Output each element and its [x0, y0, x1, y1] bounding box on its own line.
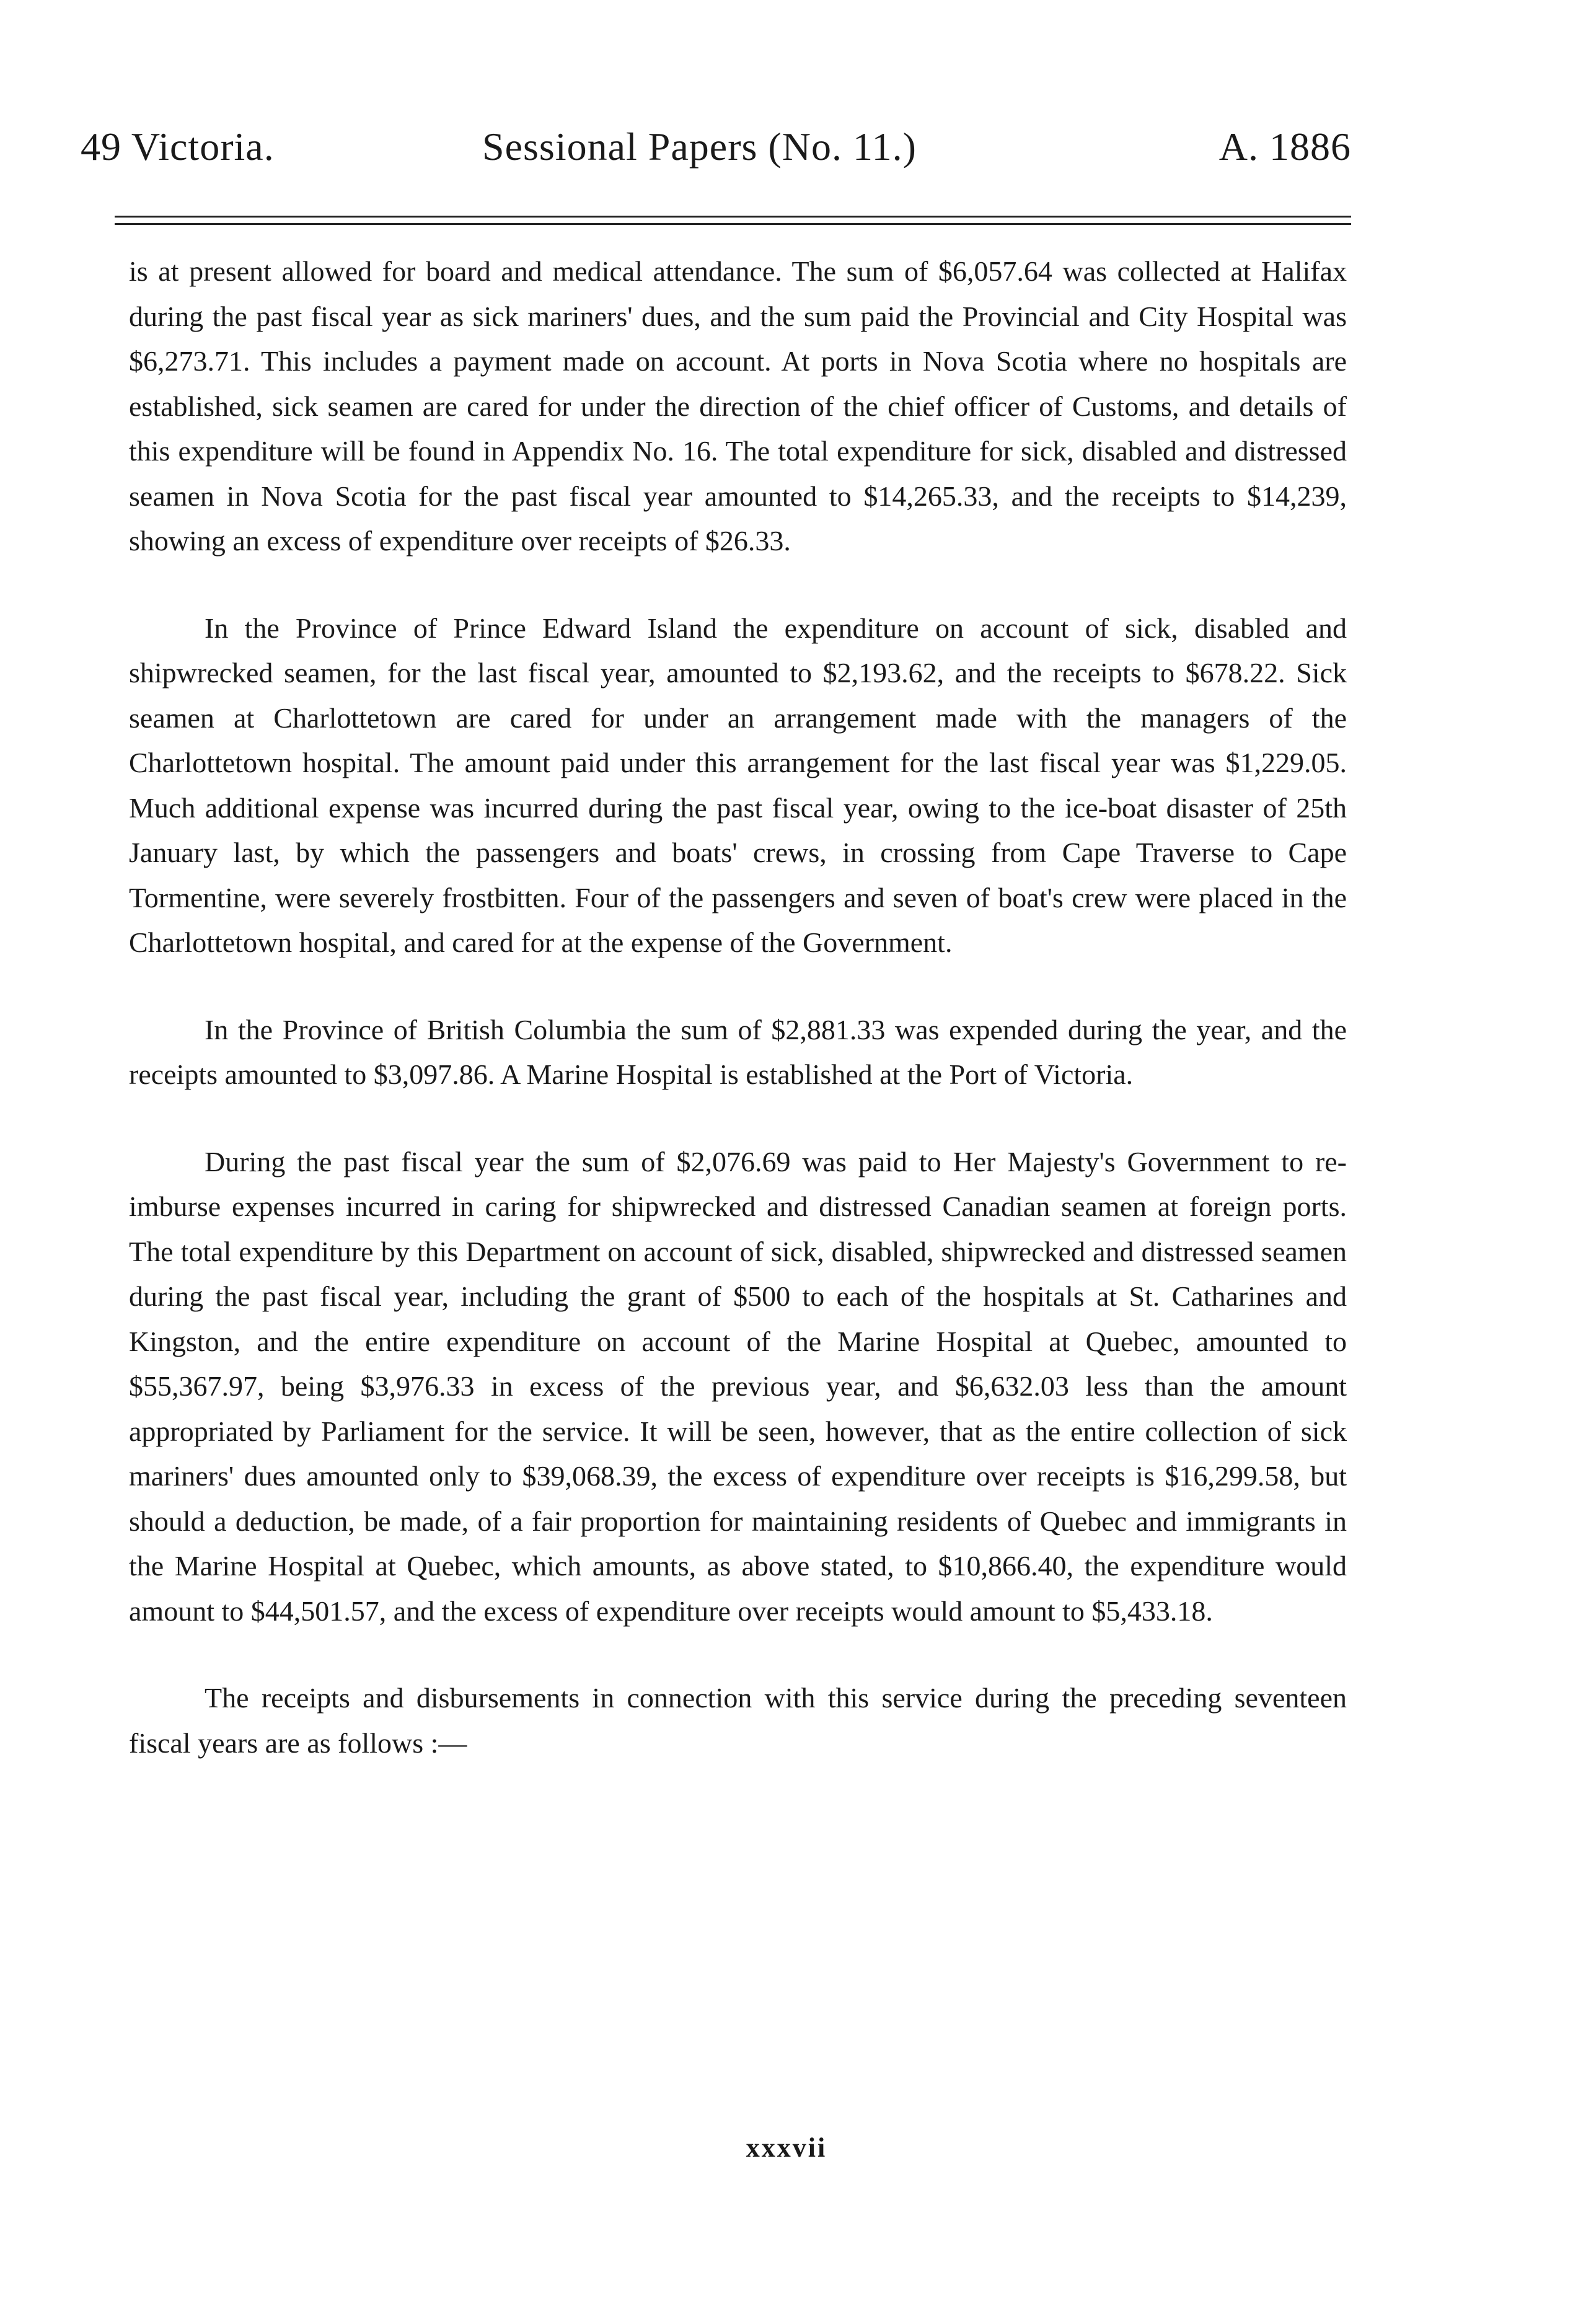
running-header — [81, 124, 1351, 180]
header-title: Sessional Papers (No. 11.) — [482, 125, 917, 169]
header-rule-top — [115, 216, 1351, 218]
page-folio: xxxvii — [746, 2133, 827, 2163]
header-rule-bottom — [115, 223, 1351, 225]
paragraph-total-expenditure: During the past fiscal year the sum of $2,076.69 was paid to Her Majesty's Government to re-imburse expenses incurred in caring for shipwrecked and distressed Canadian seamen at foreign ports. The total expenditure by this Department on account of sick, disabled, shipwrecked and distressed seamen during the past fiscal year, including the grant of $500 to each of the hospitals at St. Catharines and Kingston, and the entire expenditure on account of the Marine Hospital at Quebec, amounted to $55,367.97, being $3,976.33 in excess of the previous year, and $6,632.03 less than the amount appropriated by Parliament for the service. It will be seen, however, that as the entire collection of sick mariners' dues amounted only to $39,068.39, the excess of expenditure over receipts is $16,299.58, but should a deduction, be made, of a fair proportion for maintaining residents of Quebec and immigrants in the Marine Hospital at Quebec, which amounts, as above stated, to $10,866.40, the expenditure would amount to $44,501.57, and the excess of expenditure over receipts would amount to $5,433.18. — [129, 1145, 1347, 1627]
paragraph-nova-scotia: is at present allowed for board and medical attendance. The sum of $6,057.64 was collected at Halifax during the past fiscal year as sick mariners' dues, and the sum paid the Provincial and City Hospital was $6,273.71. This includes a payment made on account. At ports in Nova Scotia where no hospitals are established, sick seamen are cared for under the direction of the chief officer of Customs, and details of this expenditure will be found in Appendix No. 16. The total expenditure for sick, disabled and distressed seamen in Nova Scotia for the past fiscal year amounted to $14,265.33, and the receipts to $14,239, showing an excess of expenditure over receipts of $26.33. — [129, 255, 1347, 557]
paragraph-british-columbia: In the Province of British Columbia the sum of $2,881.33 was expended during the year, and the receipts amounted to $3,097.86. A Marine Hospital is established at the Port of Victoria. — [129, 1013, 1347, 1090]
paragraph-prince-edward-island: In the Province of Prince Edward Island the expenditure on account of sick, disabled and shipwrecked seamen, for the last fiscal year, amounted to $2,193.62, and the receipts to $678.22. Sick seamen at Charlottetown are cared for under an arrangement made with the managers of the Charlottetown hospital. The amount paid under this arrangement for the last fiscal year was $1,229.05. Much additional expense was incurred during the past fiscal year, owing to the ice-boat disaster of 25th January last, by which the passengers and boats' crews, in crossing from Cape Traverse to Cape Tormentine, were severely frostbitten. Four of the passengers and seven of boat's crew were placed in the Charlottetown hospital, and cared for at the expense of the Government. — [129, 612, 1347, 958]
header-year: A. 1886 — [1218, 125, 1351, 169]
paragraph-receipts-intro: The receipts and disbursements in connection with this service during the preceding seventeen fiscal years are as follows :— — [129, 1682, 1347, 1759]
body-text — [129, 249, 1347, 1766]
header-volume: 49 Victoria. — [81, 125, 275, 169]
